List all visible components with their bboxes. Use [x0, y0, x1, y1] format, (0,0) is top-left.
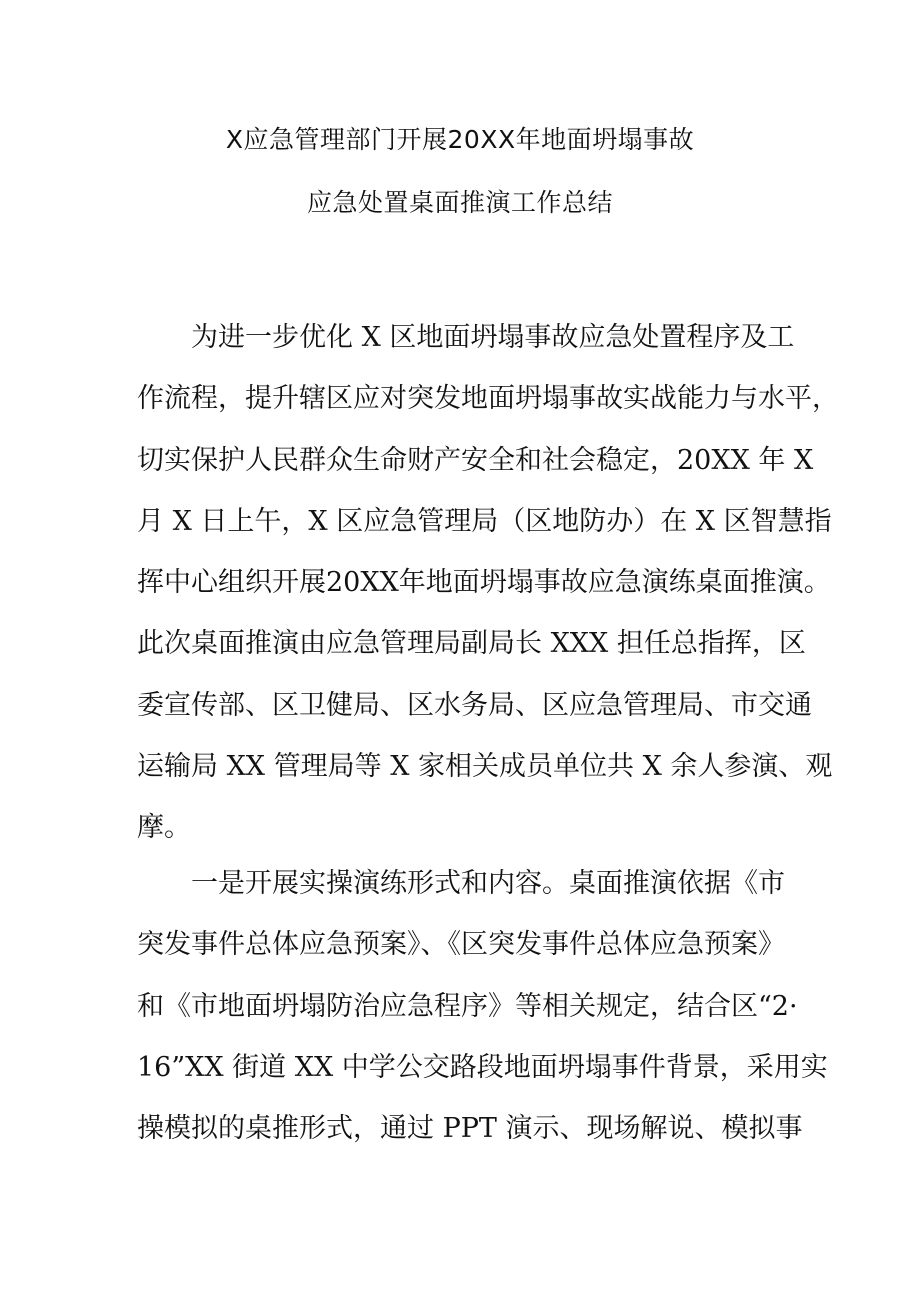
- paragraph-line: 突发事件总体应急预案》、《区突发事件总体应急预案》: [137, 929, 785, 961]
- paragraph-line: 挥中心组织开展20XX年地面坍塌事故应急演练桌面推演。: [137, 567, 831, 599]
- paragraph-section-one: [137, 853, 828, 1159]
- paragraph-line: 月 X 日上午，X 区应急管理局（区地防办）在 X 区智慧指: [137, 505, 832, 537]
- paragraph-line: 摩。: [137, 812, 191, 844]
- paragraph-line: 为进一步优化 X 区地面坍塌事故应急处置程序及工: [191, 322, 795, 353]
- paragraph-line: 16”XX 街道 XX 中学公交路段地面坍塌事件背景，采用实: [137, 1051, 828, 1083]
- paragraph-line: 一是开展实操演练形式和内容。桌面推演依据《市: [191, 868, 785, 899]
- document-title-line-1: X应急管理部门开展20XX年地面坍塌事故: [225, 125, 695, 154]
- document-title-line-2: 应急处置桌面推演工作总结: [306, 188, 613, 217]
- paragraph-line: 运输局 XX 管理局等 X 家相关成员单位共 X 余人参演、观: [137, 751, 833, 783]
- paragraph-line: 操模拟的桌推形式，通过 PPT 演示、现场解说、模拟事: [137, 1113, 803, 1145]
- paragraph-line: 委宣传部、区卫健局、区水务局、区应急管理局、市交通: [137, 689, 812, 721]
- paragraph-line: 此次桌面推演由应急管理局副局长 XXX 担任总指挥，区: [137, 628, 806, 660]
- paragraph-intro: [137, 307, 839, 859]
- paragraph-line: 切实保护人民群众生命财产安全和社会稳定，20XX 年 X: [137, 444, 814, 476]
- paragraph-line: 和《市地面坍塌防治应急程序》等相关规定，结合区“2·: [137, 990, 798, 1022]
- paragraph-line: 作流程，提升辖区应对突发地面坍塌事故实战能力与水平，: [137, 383, 839, 415]
